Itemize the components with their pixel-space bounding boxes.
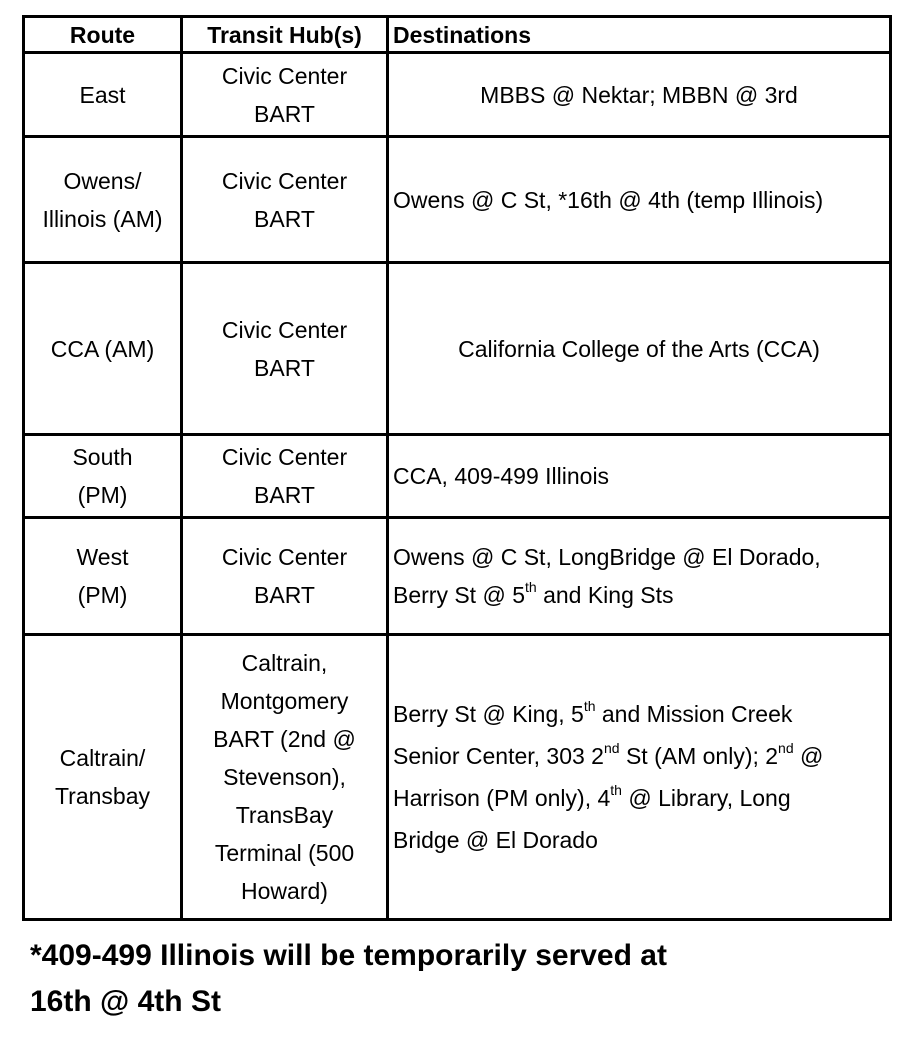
header-route: Route [24, 17, 182, 53]
hub-line: Civic Center [221, 167, 348, 194]
hub-line: BART [254, 354, 315, 381]
destinations-cell [388, 263, 891, 435]
hub-line: BART [254, 582, 315, 608]
ordinal-suffix: th [610, 781, 622, 798]
table-row [24, 53, 891, 137]
hub-cell [182, 53, 388, 137]
hub-cell [182, 435, 388, 518]
hub-line: Caltrain, [241, 650, 328, 676]
route-name: West [76, 544, 129, 570]
route-name: Caltrain/ [59, 745, 146, 771]
header-row [24, 17, 891, 53]
route-name: East [79, 81, 126, 108]
route-cell [24, 435, 182, 518]
hub-cell [182, 635, 388, 920]
route-cell [24, 518, 182, 635]
hub-line: BART [254, 205, 315, 232]
destinations-cell [388, 53, 891, 137]
destination-text: and King Sts [536, 582, 674, 608]
routes-table [22, 15, 892, 921]
destinations-cell [388, 435, 891, 518]
destination-text: Owens @ C St, *16th @ 4th (temp Illinois) [393, 186, 824, 213]
header-destinations: Destinations [388, 17, 891, 53]
route-name: CCA (AM) [50, 335, 155, 362]
table-row [24, 137, 891, 263]
hub-cell [182, 518, 388, 635]
destination-text: St (AM only); 2 [619, 743, 779, 769]
destination-line [393, 735, 885, 777]
hub-cell [182, 263, 388, 435]
destination-text: and Mission Creek [595, 701, 793, 727]
hub-line: Stevenson), [223, 764, 346, 790]
route-name: Transbay [54, 783, 151, 809]
destination-text: Harrison (PM only), 4 [393, 785, 611, 811]
hub-cell [182, 137, 388, 263]
footnote-line: 16th @ 4th St [30, 985, 221, 1018]
destination-text: @ Library, Long [621, 785, 791, 811]
footnote [30, 933, 890, 1025]
hub-line: TransBay [235, 802, 334, 828]
destinations-cell [388, 518, 891, 635]
route-cell [24, 53, 182, 137]
hub-line: Civic Center [221, 62, 348, 89]
route-cell [24, 137, 182, 263]
table-row [24, 518, 891, 635]
hub-line: Howard) [241, 878, 328, 904]
destination-text: Berry St @ 5 [393, 582, 525, 608]
table-row [24, 435, 891, 518]
hub-line: Civic Center [221, 544, 348, 570]
destination-text: California College of the Arts (CCA) [458, 335, 820, 362]
destination-text: MBBS @ Nektar; MBBN @ 3rd [480, 81, 798, 108]
hub-line: Civic Center [221, 316, 348, 343]
ordinal-suffix: th [525, 578, 537, 595]
route-name: (PM) [77, 582, 128, 608]
destination-line [393, 777, 885, 819]
destination-line [393, 576, 885, 614]
destination-line [393, 693, 885, 735]
route-name: Illinois (AM) [42, 205, 163, 232]
destinations-cell [388, 137, 891, 263]
hub-line: BART [254, 482, 315, 508]
destination-text: CCA, 409-499 Illinois [393, 463, 610, 489]
route-name: (PM) [77, 482, 128, 508]
hub-line: Montgomery [220, 688, 349, 714]
route-name: South [72, 444, 133, 470]
route-cell [24, 635, 182, 920]
destination-text: Berry St @ King, 5 [393, 701, 584, 727]
table-row [24, 635, 891, 920]
destination-text: @ [793, 743, 824, 769]
hub-line: Terminal (500 [214, 840, 355, 866]
hub-line: Civic Center [221, 444, 348, 470]
ordinal-suffix: th [583, 697, 596, 714]
hub-line: BART [254, 100, 315, 127]
destinations-cell [388, 635, 891, 920]
route-cell [24, 263, 182, 435]
table-row [24, 263, 891, 435]
destination-line: Bridge @ El Dorado [393, 827, 598, 853]
header-transit-hubs: Transit Hub(s) [182, 17, 388, 53]
footnote-line: *409-499 Illinois will be temporarily served at [30, 939, 667, 972]
destination-text: Senior Center, 303 2 [393, 743, 604, 769]
ordinal-suffix: nd [603, 739, 620, 756]
route-name: Owens/ [63, 167, 142, 194]
ordinal-suffix: nd [778, 739, 794, 756]
destination-line: Owens @ C St, LongBridge @ El Dorado, [393, 544, 821, 570]
hub-line: BART (2nd @ [213, 726, 356, 752]
